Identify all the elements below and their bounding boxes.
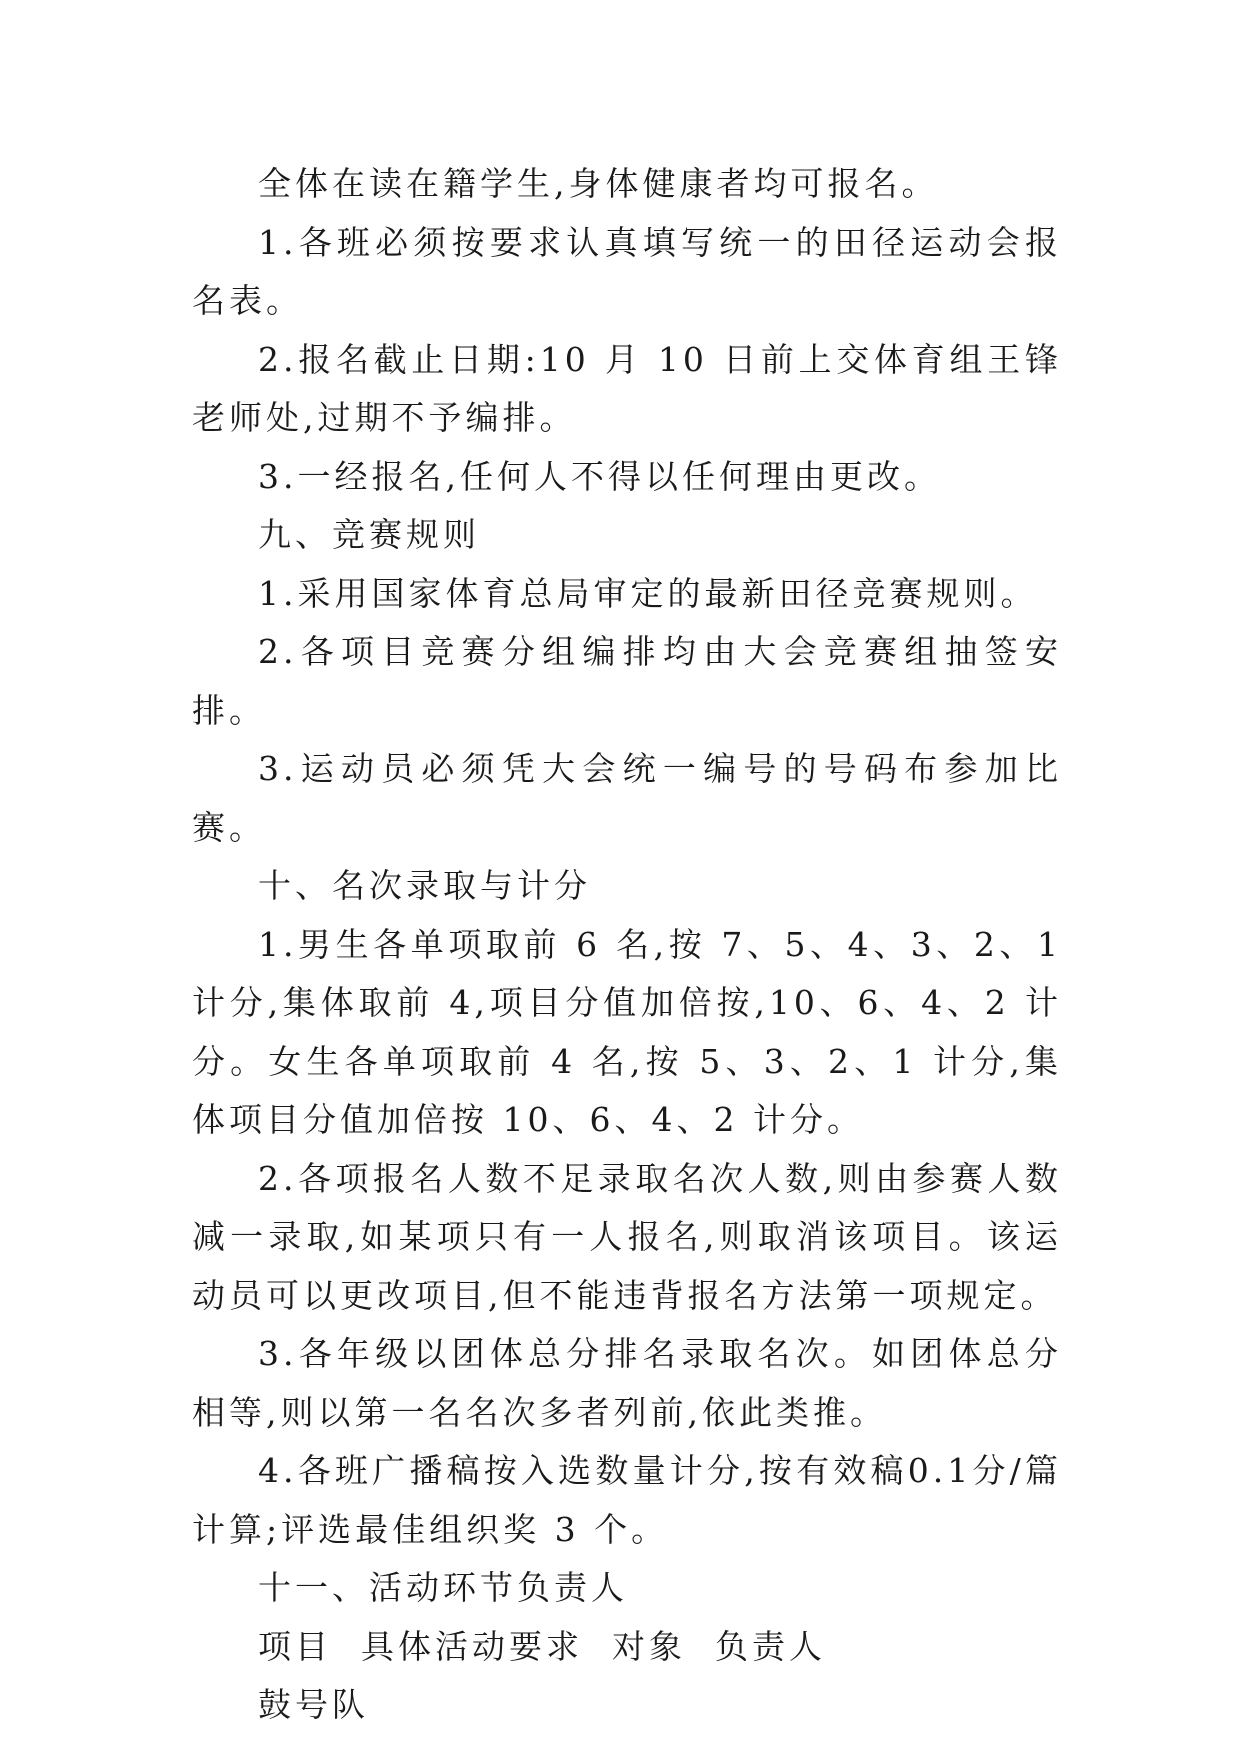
activity-item-drum-band: 鼓号队	[258, 1685, 369, 1724]
paragraph-scoring-1: 1.男生各单项取前 6 名,按 7、5、4、3、2、1 计分,集体取前 4,项目分值加倍按,10、6、4、2 计分。女生各单项取前 4 名,按 5、3、2、1 计分,集体项目分值加倍按 10、6、4、2 计分。	[192, 924, 1077, 1139]
paragraph-rules-3: 3.运动员必须凭大会统一编号的号码布参加比赛。	[192, 749, 1062, 847]
document-body	[192, 155, 1077, 1735]
section-heading-activity-leads: 十一、活动环节负责人	[258, 1568, 628, 1607]
paragraph-eligibility: 全体在读在籍学生,身体健康者均可报名。	[258, 164, 939, 203]
section-heading-competition-rules: 九、竞赛规则	[258, 515, 480, 554]
paragraph-scoring-2: 2.各项报名人数不足录取名次人数,则由参赛人数减一录取,如某项只有一人报名,则取消该项目。该运动员可以更改项目,但不能违背报名方法第一项规定。	[192, 1158, 1062, 1315]
paragraph-registration-deadline: 2.报名截止日期:10 月 10 日前上交体育组王锋老师处,过期不予编排。	[192, 339, 1062, 437]
paragraph-rules-1: 1.采用国家体育总局审定的最新田径竞赛规则。	[258, 573, 1038, 613]
section-heading-ranking-scoring: 十、名次录取与计分	[258, 866, 591, 905]
paragraph-rules-2: 2.各项目竞赛分组编排均由大会竞赛组抽签安排。	[192, 632, 1062, 730]
paragraph-registration-form: 1.各班必须按要求认真填写统一的田径运动会报名表。	[192, 222, 1062, 320]
table-header-line: 项目 具体活动要求 对象 负责人	[258, 1626, 826, 1666]
paragraph-no-changes: 3.一经报名,任何人不得以任何理由更改。	[258, 456, 941, 496]
paragraph-scoring-4: 4.各班广播稿按入选数量计分,按有效稿0.1分/篇计算;评选最佳组织奖 3 个。	[192, 1451, 1062, 1549]
paragraph-scoring-3: 3.各年级以团体总分排名录取名次。如团体总分相等,则以第一名名次多者列前,依此类推。	[192, 1334, 1062, 1432]
